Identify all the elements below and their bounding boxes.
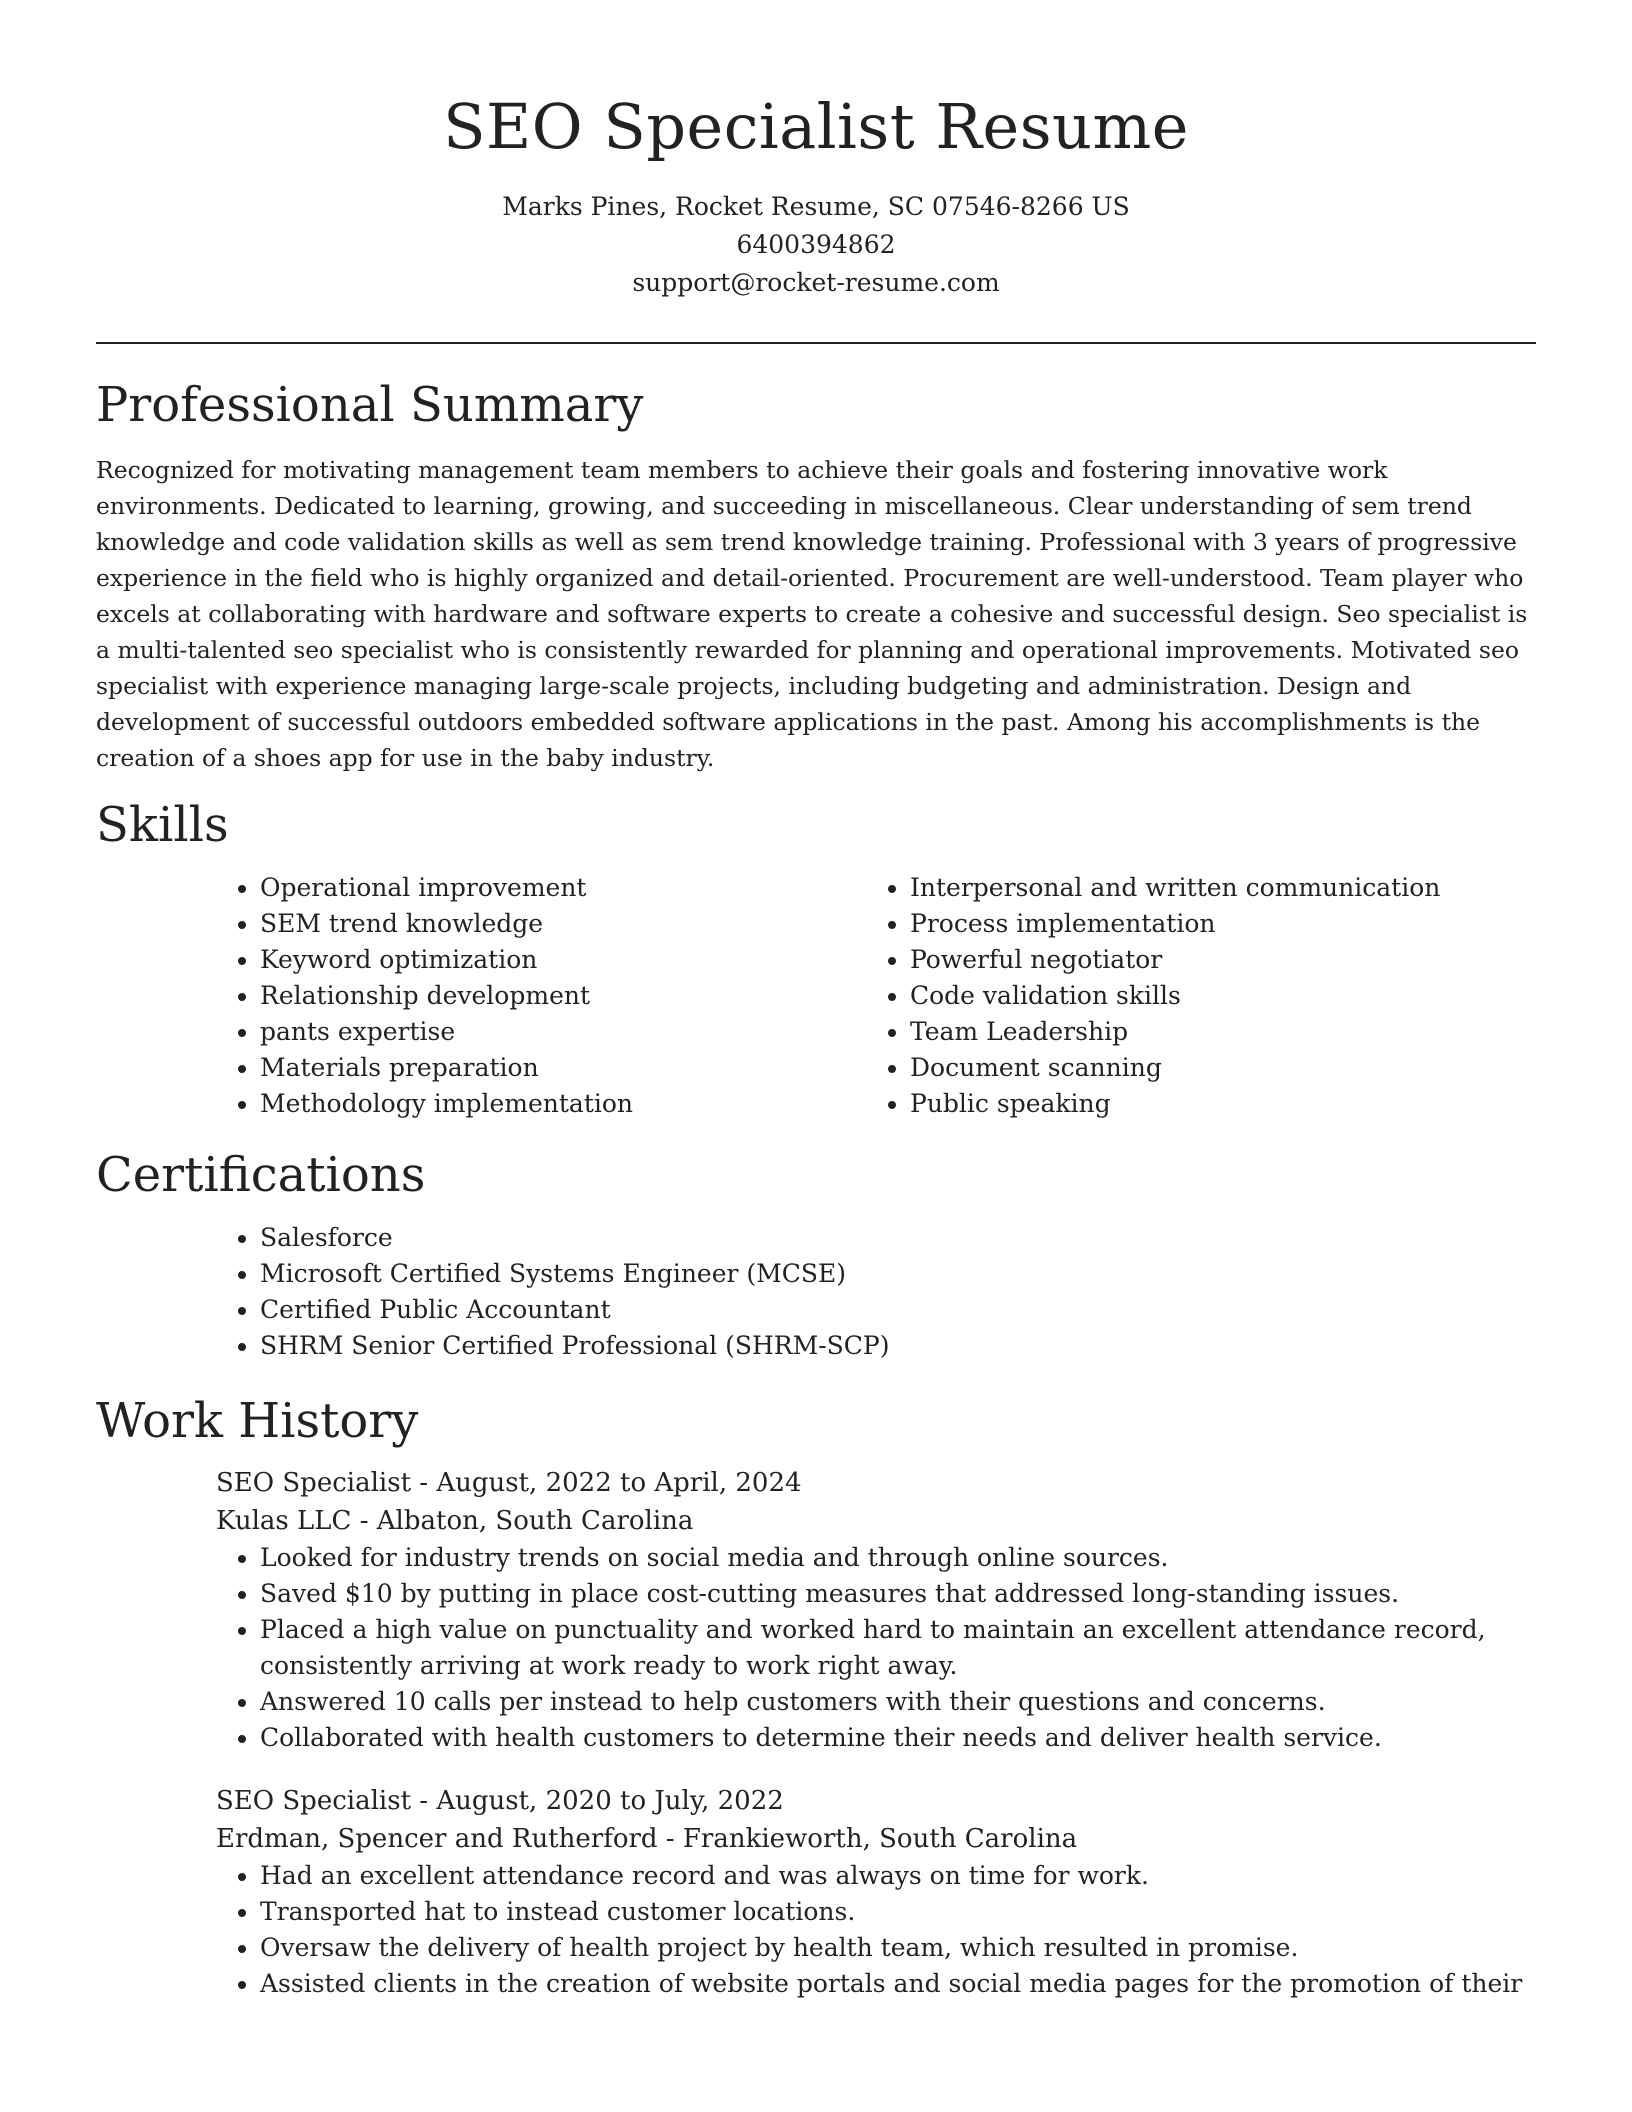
resume-title: SEO Specialist Resume <box>443 90 1189 163</box>
job-company: Kulas LLC <box>216 1506 352 1536</box>
skill-item: • Interpersonal and written communication <box>910 870 1516 906</box>
skills-column-right <box>866 870 1516 1122</box>
contact-phone: 6400394862 <box>736 230 896 259</box>
job-title: SEO Specialist <box>216 1468 412 1498</box>
skill-item: • Materials preparation <box>260 1050 866 1086</box>
skill-item: • Powerful negotiator <box>910 942 1516 978</box>
job-company-line: Kulas LLC - Albaton, South Carolina <box>216 1506 694 1536</box>
summary-text: Recognized for motivating management team members to achieve their goals and fostering innovative work environments. Dedicated to learning, growing, and succeeding in miscellaneous. Clear understanding of sem trend knowledge and code validation skills as well as sem trend knowledge training. Professional with 3 years of progressive experience in the field who is highly organized and detail-oriented. Procurement are well-understood. Team player who excels at collaborating with hardware and software experts to create a cohesive and successful design. Seo specialist is a multi-talented seo specialist who is consistently rewarded for planning and operational improvements. Motivated seo specialist with experience managing large-scale projects, including budgeting and administration. Design and development of successful outdoors embedded software applications in the past. Among his accomplishments is the creation of a shoes app for use in the baby industry. <box>96 456 1528 772</box>
skill-item: • Relationship development <box>260 978 866 1014</box>
contact-email: support@rocket-resume.com <box>632 268 1000 297</box>
skill-item: • Team Leadership <box>910 1014 1516 1050</box>
certifications-heading: Certifications <box>96 1147 426 1203</box>
duty-item: • Placed a high value on punctuality and worked hard to maintain an excellent attendance record, consistently arriving at work ready to work right away. <box>260 1612 1536 1684</box>
job-company-line: Erdman, Spencer and Rutherford - Frankieworth, South Carolina <box>216 1824 1078 1854</box>
skill-item: • Keyword optimization <box>260 942 866 978</box>
skill-item: • Code validation skills <box>910 978 1516 1014</box>
certification-item: • Salesforce <box>260 1220 1536 1256</box>
job-entry <box>216 1464 1536 1756</box>
duty-item: • Transported hat to instead customer locations. <box>260 1894 1536 1930</box>
duty-item: • Looked for industry trends on social media and through online sources. <box>260 1540 1536 1576</box>
certification-item: • Certified Public Accountant <box>260 1292 1536 1328</box>
job-title: SEO Specialist <box>216 1786 412 1816</box>
work-history-heading: Work History <box>96 1393 419 1449</box>
resume-header <box>0 0 1632 302</box>
duty-item: • Assisted clients in the creation of website portals and social media pages for the promotion of their <box>260 1966 1536 2002</box>
skill-item: • Operational improvement <box>260 870 866 906</box>
skill-item: • Process implementation <box>910 906 1516 942</box>
job-location: Albaton, South Carolina <box>376 1506 694 1536</box>
certifications-list <box>216 1220 1536 1364</box>
contact-info <box>0 188 1632 302</box>
duty-item: • Saved $10 by putting in place cost-cutting measures that addressed long-standing issues. <box>260 1576 1536 1612</box>
duty-item: • Answered 10 calls per instead to help customers with their questions and concerns. <box>260 1684 1536 1720</box>
skills-column-left <box>216 870 866 1122</box>
duty-item: • Oversaw the delivery of health project by health team, which resulted in promise. <box>260 1930 1536 1966</box>
skill-item: • pants expertise <box>260 1014 866 1050</box>
skills-list <box>216 870 1536 1122</box>
certification-item: • SHRM Senior Certified Professional (SHRM-SCP) <box>260 1328 1536 1364</box>
skill-item: • Public speaking <box>910 1086 1516 1122</box>
job-title-line: SEO Specialist - August, 2022 to April, 2024 <box>216 1468 802 1498</box>
job-company: Erdman, Spencer and Rutherford <box>216 1824 658 1854</box>
summary-heading: Professional Summary <box>96 377 644 433</box>
job-location: Frankieworth, South Carolina <box>682 1824 1078 1854</box>
skills-heading: Skills <box>96 797 229 853</box>
job-duties <box>216 1858 1536 2002</box>
skill-item: • Document scanning <box>910 1050 1516 1086</box>
duty-item: • Collaborated with health customers to determine their needs and deliver health service. <box>260 1720 1536 1756</box>
contact-address: Marks Pines, Rocket Resume, SC 07546-8266 US <box>502 192 1130 221</box>
job-duties <box>216 1540 1536 1756</box>
duty-item: • Had an excellent attendance record and was always on time for work. <box>260 1858 1536 1894</box>
skill-item: • SEM trend knowledge <box>260 906 866 942</box>
skill-item: • Methodology implementation <box>260 1086 866 1122</box>
header-divider <box>96 342 1536 344</box>
certification-item: • Microsoft Certified Systems Engineer (MCSE) <box>260 1256 1536 1292</box>
resume-body <box>96 370 1536 2028</box>
job-entry <box>216 1782 1536 2002</box>
job-dates: August, 2022 to April, 2024 <box>436 1468 802 1498</box>
job-title-line: SEO Specialist - August, 2020 to July, 2022 <box>216 1786 784 1816</box>
job-dates: August, 2020 to July, 2022 <box>436 1786 784 1816</box>
